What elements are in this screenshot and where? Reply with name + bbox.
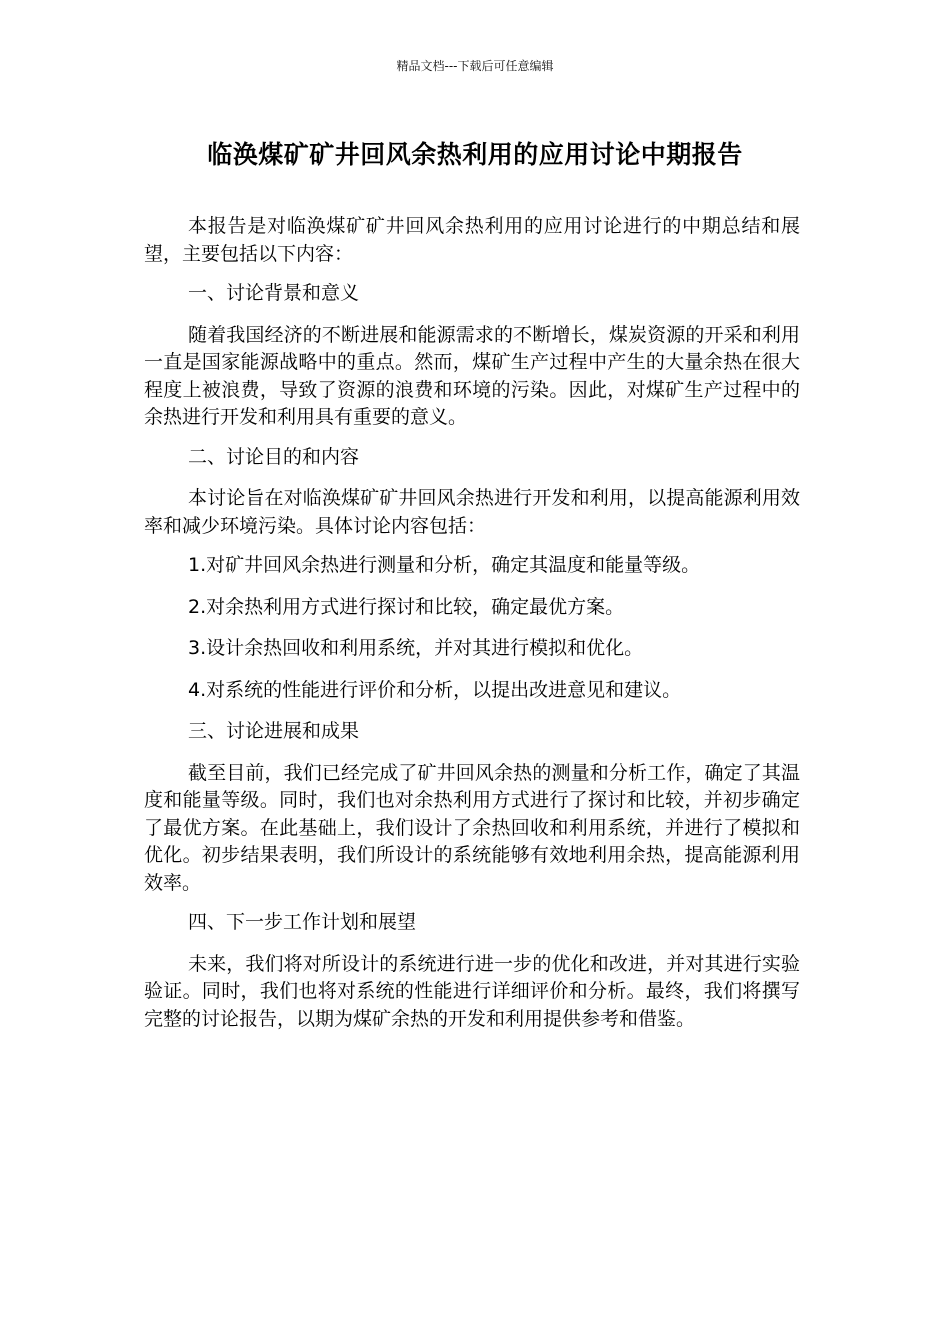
intro-paragraph: 本报告是对临涣煤矿矿井回风余热利用的应用讨论进行的中期总结和展望，主要包括以下内容： — [144, 215, 800, 265]
section-heading-progress: 三、讨论进展和成果 — [188, 720, 360, 742]
list-item: 3.设计余热回收和利用系统，并对其进行模拟和优化。 — [188, 637, 644, 659]
section-heading-background: 一、讨论背景和意义 — [188, 282, 360, 304]
section-heading-next-steps: 四、下一步工作计划和展望 — [188, 911, 417, 933]
list-item: 1.对矿井回风余热进行测量和分析，确定其温度和能量等级。 — [188, 554, 701, 576]
section-heading-goals: 二、讨论目的和内容 — [188, 445, 360, 468]
section-body-progress: 截至目前，我们已经完成了矿井回风余热的测量和分析工作，确定了其温度和能量等级。同时，我们也对余热利用方式进行了探讨和比较，并初步确定了最优方案。在此基础上，我们设计了余热回收和利用系统，并进行了模拟和优化。初步结果表明，我们所设计的系统能够有效地利用余热，提高能源利用效率。 — [144, 761, 800, 894]
list-item: 4.对系统的性能进行评价和分析，以提出改进意见和建议。 — [188, 678, 682, 701]
section-body-next-steps: 未来，我们将对所设计的系统进行进一步的优化和改进，并对其进行实验验证。同时，我们也将对系统的性能进行详细评价和分析。最终，我们将撰写完整的讨论报告，以期为煤矿余热的开发和利用提供参考和借鉴。 — [144, 952, 800, 1030]
header-note: 精品文档---下载后可任意编辑 — [396, 59, 554, 73]
section-body-goals: 本讨论旨在对临涣煤矿矿井回风余热进行开发和利用，以提高能源利用效率和减少环境污染。具体讨论内容包括： — [144, 487, 800, 537]
section-body-background: 随着我国经济的不断进展和能源需求的不断增长，煤炭资源的开采和利用一直是国家能源战略中的重点。然而，煤矿生产过程中产生的大量余热在很大程度上被浪费，导致了资源的浪费和环境的污染。因此，对煤矿生产过程中的余热进行开发和利用具有重要的意义。 — [144, 323, 800, 428]
list-item: 2.对余热利用方式进行探讨和比较，确定最优方案。 — [188, 595, 625, 618]
document-title: 临涣煤矿矿井回风余热利用的应用讨论中期报告 — [207, 140, 743, 169]
document-body — [144, 213, 800, 1045]
